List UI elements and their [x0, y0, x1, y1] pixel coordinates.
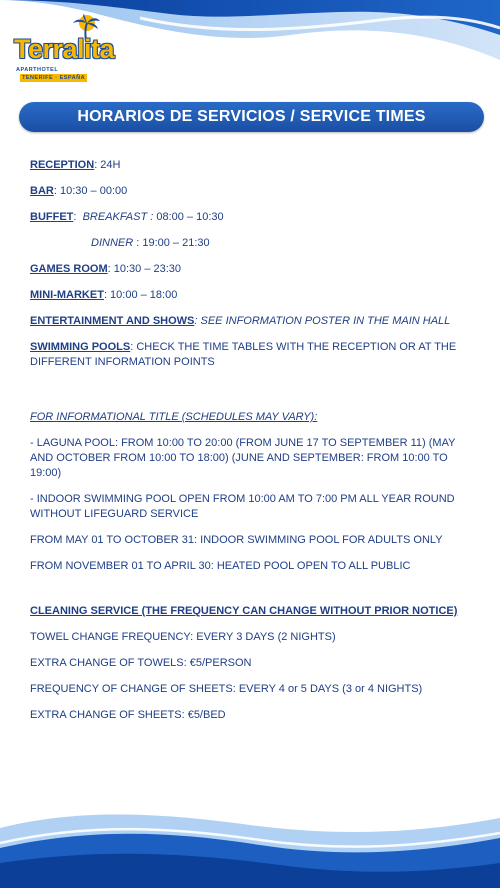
- reception-line: [30, 158, 470, 173]
- towel-extra: EXTRA CHANGE OF TOWELS: €5/PERSON: [30, 657, 252, 669]
- service-times-content: [30, 158, 470, 734]
- games-room-label: GAMES ROOM: [30, 263, 108, 275]
- dinner-label: DINNER: [91, 237, 134, 249]
- brand-sub-left: APARTHOTEL: [16, 67, 59, 73]
- reception-value: : 24H: [94, 159, 121, 171]
- entertainment-label: ENTERTAINMENT AND SHOWS: [30, 315, 195, 327]
- laguna-pool-info: - LAGUNA POOL: FROM 10:00 TO 20:00 (FROM JUNE 17 TO SEPTEMBER 11) (MAY AND OCTOBER FROM 10:00 TO 18:00) (JUNE AND SEPTEMBER: FROM 10:00 TO 19:00): [30, 437, 456, 479]
- indoor-pool-info: - INDOOR SWIMMING POOL OPEN FROM 10:00 AM TO 7:00 PM ALL YEAR ROUND WITHOUT LIFEGUARD SERVICE: [30, 493, 455, 520]
- cleaning-title: CLEANING SERVICE (THE FREQUENCY CAN CHANGE WITHOUT PRIOR NOTICE): [30, 605, 458, 617]
- heated-pool-info: FROM NOVEMBER 01 TO APRIL 30: HEATED POOL OPEN TO ALL PUBLIC: [30, 560, 411, 572]
- brand-subtitle: [16, 66, 120, 81]
- reception-label: RECEPTION: [30, 159, 95, 171]
- pools-label: SWIMMING POOLS: [30, 341, 131, 353]
- pools-line: [30, 340, 470, 370]
- mini-market-label: MINI-MARKET: [30, 289, 104, 301]
- terralita-logo: [14, 14, 120, 81]
- sheet-extra: EXTRA CHANGE OF SHEETS: €5/BED: [30, 709, 226, 721]
- title-banner: [19, 102, 484, 132]
- dinner-line: [30, 236, 470, 251]
- buffet-label: BUFFET: [30, 211, 74, 223]
- dinner-value: : 19:00 – 21:30: [133, 237, 210, 249]
- mini-market-value: : 10:00 – 18:00: [103, 289, 178, 301]
- brand-sub-right: TENERIFE · ESPAÑA: [22, 75, 86, 81]
- buffet-line: [30, 210, 470, 225]
- breakfast-label: BREAKFAST :: [82, 211, 154, 223]
- adults-pool-info: FROM MAY 01 TO OCTOBER 31: INDOOR SWIMMING POOL FOR ADULTS ONLY: [30, 534, 443, 546]
- bar-value: : 10:30 – 00:00: [53, 185, 128, 197]
- page-title: HORARIOS DE SERVICIOS / SERVICE TIMES: [77, 108, 426, 125]
- entertainment-value: : SEE INFORMATION POSTER IN THE MAIN HALL: [194, 315, 451, 327]
- sheet-frequency: FREQUENCY OF CHANGE OF SHEETS: EVERY 4 or 5 DAYS (3 or 4 NIGHTS): [30, 683, 423, 695]
- bar-label: BAR: [30, 185, 54, 197]
- entertainment-line: [30, 314, 470, 329]
- pools-value: : CHECK THE TIME TABLES WITH THE RECEPTION OR AT THE DIFFERENT INFORMATION POINTS: [30, 341, 457, 368]
- info-title: FOR INFORMATIONAL TITLE (SCHEDULES MAY VARY):: [30, 411, 318, 423]
- games-room-value: : 10:30 – 23:30: [107, 263, 182, 275]
- bar-line: [30, 184, 470, 199]
- buffet-sep: :: [73, 211, 77, 223]
- towel-frequency: TOWEL CHANGE FREQUENCY: EVERY 3 DAYS (2 NIGHTS): [30, 631, 336, 643]
- breakfast-value: 08:00 – 10:30: [153, 211, 224, 223]
- mini-market-line: [30, 288, 470, 303]
- brand-name: Terralita: [14, 34, 115, 64]
- bottom-wave-decoration: [0, 793, 500, 888]
- games-room-line: [30, 262, 470, 277]
